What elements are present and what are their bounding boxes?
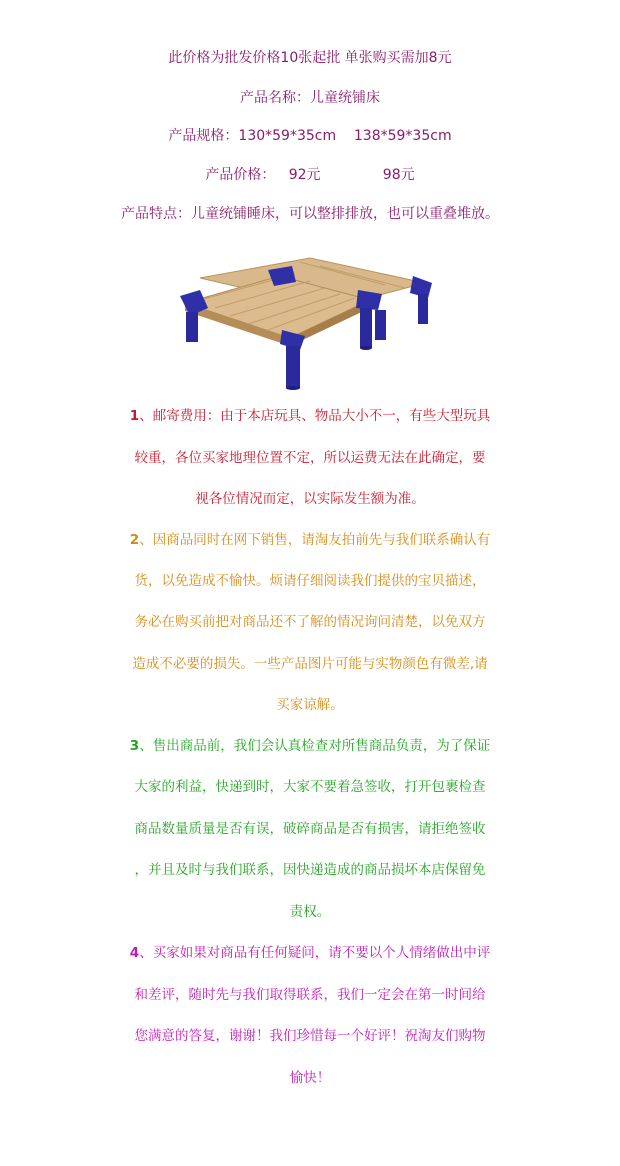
notice-3-line-1: 3、售出商品前，我们会认真检查对所售商品负责，为了保证 — [129, 738, 491, 754]
notice-3-line-2: 大家的利益，快递到时，大家不要着急签收，打开包裹检查 — [134, 779, 486, 795]
notice-1-line-2: 较重，各位买家地理位置不定，所以运费无法在此确定，要 — [134, 450, 486, 466]
product-spec: 产品规格：130*59*35cm 138*59*35cm — [168, 128, 452, 144]
notice-3-line-3: 商品数量质量是否有误，破碎商品是否有损害，请拒绝签收 — [134, 821, 486, 837]
price-note: 此价格为批发价格10张起批 单张购买需加8元 — [168, 50, 452, 66]
notice-3-line-4: ，并且及时与我们联系，因快递造成的商品损坏本店保留免 — [134, 862, 486, 878]
product-price: 产品价格： 92元 98元 — [205, 167, 415, 183]
notice-1-line-1: 1、邮寄费用：由于本店玩具、物品大小不一，有些大型玩具 — [129, 408, 491, 424]
notice-3-line-5: 责权。 — [289, 904, 331, 920]
notice-4-line-1: 4、买家如果对商品有任何疑问，请不要以个人情绪做出中评 — [129, 945, 491, 961]
notice-2-line-1: 2、因商品同时在网下销售，请淘友拍前先与我们联系确认有 — [129, 532, 491, 548]
notice-4-line-4: 愉快！ — [289, 1070, 331, 1086]
notice-2-line-2: 货，以免造成不愉快。烦请仔细阅读我们提供的宝贝描述， — [134, 573, 486, 589]
stackable-kids-bed-image — [170, 238, 440, 393]
notice-2-line-3: 务必在购买前把对商品还不了解的情况询问清楚，以免双方 — [134, 614, 486, 630]
notice-4-line-2: 和差评，随时先与我们取得联系，我们一定会在第一时间给 — [134, 987, 486, 1003]
product-feature: 产品特点：儿童统铺睡床，可以整排排放，也可以重叠堆放。 — [121, 206, 499, 222]
notice-4-line-3: 您满意的答复，谢谢！我们珍惜每一个好评！祝淘友们购物 — [134, 1028, 486, 1044]
notice-2-line-5: 买家谅解。 — [276, 697, 344, 713]
product-name: 产品名称：儿童统铺床 — [240, 90, 380, 106]
notice-2-line-4: 造成不必要的损失。一些产品图片可能与实物颜色有微差,请 — [132, 656, 488, 672]
notice-1-line-3: 视各位情况而定，以实际发生额为准。 — [195, 491, 425, 507]
